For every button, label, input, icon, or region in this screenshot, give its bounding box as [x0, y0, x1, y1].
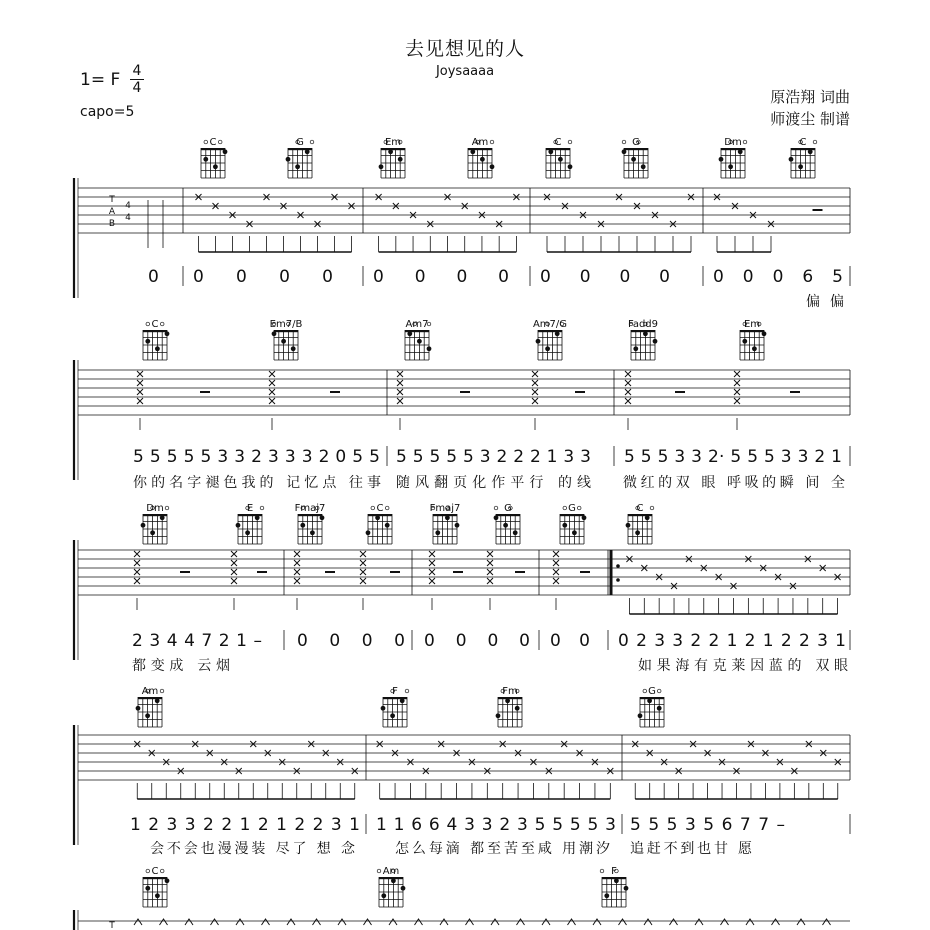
strum-pattern [196, 194, 355, 252]
chord-diagram [136, 686, 164, 727]
pick-mark [734, 398, 740, 404]
pick-mark [338, 919, 346, 925]
pick-mark [269, 398, 275, 404]
lyric-phrase: 追赶不到也甘 愿 [630, 841, 752, 857]
chord-diagram [719, 137, 747, 178]
jianpu-line [133, 446, 850, 467]
pick-mark [619, 919, 627, 925]
chord-name: G [568, 503, 576, 514]
chord-diagram [405, 319, 431, 360]
pick-mark [269, 389, 275, 395]
chord-name: G [504, 503, 512, 514]
pick-mark [134, 560, 140, 566]
chord-diagram [430, 503, 461, 544]
pick-mark [397, 371, 403, 377]
pick-mark [553, 569, 559, 575]
time-signature-bottom: 4 [132, 80, 142, 96]
chord-diagram [143, 319, 169, 360]
jianpu-measure: 1 1 6 6 4 3 3 2 3 5 5 5 5 3 [376, 815, 616, 835]
pick-mark [491, 919, 499, 925]
chord-name: C [636, 503, 644, 514]
jianpu-measure: 0 0 0 6 5 [713, 267, 843, 287]
lyric-phrase: 如果海有克莱因蓝的 双眼 [638, 658, 848, 674]
lyrics-line [806, 293, 844, 310]
strum-chord [553, 551, 559, 610]
pick-mark [294, 560, 300, 566]
capo-label: capo=5 [80, 104, 135, 120]
song-title: 去见想见的人 [404, 38, 525, 60]
strum-chord [625, 371, 631, 430]
pick-mark [269, 371, 275, 377]
chord-name: Dm [724, 137, 742, 148]
lyrics-line [133, 474, 845, 491]
pick-mark [397, 398, 403, 404]
pick-mark [487, 551, 493, 557]
pick-mark [644, 919, 652, 925]
chord-name: G [648, 686, 656, 697]
pick-mark [466, 919, 474, 925]
pick-mark [721, 919, 729, 925]
pick-mark [670, 919, 678, 925]
chord-name: Am [141, 686, 159, 697]
pick-mark [137, 371, 143, 377]
pick-mark [746, 919, 754, 925]
credit-transcriber: 师渡尘 制谱 [770, 110, 850, 128]
pick-mark [160, 919, 168, 925]
chord-diagram [533, 319, 567, 360]
chord-name: G [632, 137, 640, 148]
pick-mark [137, 389, 143, 395]
chord-name: Fm [502, 686, 518, 697]
pick-mark [593, 919, 601, 925]
pick-mark [364, 919, 372, 925]
pick-mark [397, 380, 403, 386]
lyrics-line [150, 840, 752, 857]
strum-chord [137, 371, 143, 430]
pick-mark [211, 919, 219, 925]
pick-mark [532, 380, 538, 386]
chord-diagram [546, 137, 572, 178]
lyrics-line [132, 657, 848, 674]
jianpu-line [148, 266, 850, 287]
pick-mark [137, 380, 143, 386]
pick-mark [734, 371, 740, 377]
chord-diagram [381, 686, 409, 727]
chord-diagram [628, 319, 658, 360]
pick-mark [734, 380, 740, 386]
pick-mark [625, 380, 631, 386]
chord-diagram [295, 503, 326, 544]
strum-chord [487, 551, 493, 610]
pick-mark [797, 919, 805, 925]
chord-diagram [141, 503, 169, 544]
strum-chord [360, 551, 366, 610]
strum-chord [429, 551, 435, 610]
time-signature-top: 4 [132, 63, 142, 79]
strum-chord [734, 371, 740, 430]
pick-mark [625, 389, 631, 395]
pick-mark [231, 560, 237, 566]
jianpu-measure: 5 5 5 5 5 3 2 2 2 1 3 3 [396, 447, 591, 467]
pick-mark [542, 919, 550, 925]
chord-diagram [600, 866, 628, 907]
key-signature: 1= F [80, 70, 121, 90]
chord-diagram [638, 686, 664, 727]
pick-mark [429, 578, 435, 584]
pick-mark [389, 919, 397, 925]
chord-name: Em [384, 137, 402, 148]
chord-name: Am7 [405, 319, 429, 330]
pick-mark [695, 919, 703, 925]
pick-mark [134, 569, 140, 575]
pick-mark [487, 569, 493, 575]
chord-diagram [201, 137, 227, 178]
pick-mark [360, 569, 366, 575]
pick-mark [294, 578, 300, 584]
chord-name: C [151, 866, 159, 877]
chord-diagram [286, 137, 314, 178]
jianpu-measure: 1 2 3 3 2 2 1 2 1 2 2 3 1 [130, 815, 360, 835]
chord-diagram [789, 137, 817, 178]
pick-mark [553, 560, 559, 566]
tab-clef-letter: B [108, 219, 116, 229]
chord-name: F [392, 686, 398, 697]
strum-chord [532, 371, 538, 430]
chord-name: G [296, 137, 304, 148]
jianpu-measure: 0 0 0 0 [297, 631, 405, 651]
artist-name: Joysaaaa [435, 64, 495, 79]
tab-time-bottom: 4 [125, 213, 131, 223]
chord-name: Em7/B [269, 319, 303, 330]
chord-name: Am [471, 137, 489, 148]
chord-diagram [143, 866, 169, 907]
pick-mark [236, 919, 244, 925]
pick-mark [625, 371, 631, 377]
pick-mark [532, 371, 538, 377]
pick-mark [429, 569, 435, 575]
jianpu-measure: 5 5 5 3 3 2· 5 5 5 3 3 2 1 [624, 447, 842, 467]
chord-name: Fadd9 [627, 319, 659, 330]
chord-diagram [626, 503, 654, 544]
jianpu-measure: 5 5 5 5 5 3 3 2 3 3 3 2 0 5 5 [133, 447, 380, 467]
credit-lyrics-music: 原浩翔 词曲 [770, 88, 850, 106]
jianpu-line [132, 630, 850, 651]
pick-mark [397, 389, 403, 395]
tab-time-top: 4 [125, 201, 131, 211]
chord-name: E [246, 503, 254, 514]
pick-mark [231, 578, 237, 584]
pick-mark [487, 560, 493, 566]
pick-mark [294, 551, 300, 557]
pick-mark [429, 551, 435, 557]
pick-mark [440, 919, 448, 925]
tab-clef-letter: T [109, 195, 115, 205]
tab-clef-letter: A [108, 207, 116, 217]
strum-chord [134, 551, 140, 610]
strum-chord [269, 371, 275, 430]
pick-mark [772, 919, 780, 925]
tab-clef-letter: T [109, 921, 115, 930]
pick-mark [294, 569, 300, 575]
chord-diagram [270, 319, 303, 360]
chord-diagram [560, 503, 586, 544]
lyric-phrase: 你的名字褪色我的 记忆点 往事 [133, 475, 381, 491]
pick-mark [137, 398, 143, 404]
chord-diagram [468, 137, 494, 178]
pick-mark [553, 578, 559, 584]
pick-mark [532, 398, 538, 404]
strum-chord [231, 551, 237, 610]
lyric-phrase: 偏偏 [806, 294, 844, 310]
pick-mark [487, 578, 493, 584]
strum-pattern [376, 194, 520, 252]
tab-staff [74, 910, 850, 930]
pick-mark [287, 919, 295, 925]
pick-mark [134, 919, 142, 925]
chord-name: C [376, 503, 384, 514]
jianpu-measure: 0 0 0 0 [424, 631, 530, 651]
strum-pattern [714, 194, 774, 252]
chord-name: Fmaj7 [429, 503, 461, 514]
pick-mark [231, 551, 237, 557]
jianpu-measure: 0 0 0 0 [193, 267, 333, 287]
pick-mark [532, 389, 538, 395]
chord-name: Em [743, 319, 761, 330]
pick-mark [134, 551, 140, 557]
chord-diagram [379, 137, 405, 178]
pick-mark [823, 919, 831, 925]
pick-mark [553, 551, 559, 557]
pick-mark [568, 919, 576, 925]
chord-diagram [740, 319, 766, 360]
chord-name: C [554, 137, 562, 148]
chord-diagram [377, 866, 405, 907]
chord-name: Dm [146, 503, 164, 514]
strum-pattern [632, 741, 841, 799]
jianpu-measure: 0 0 0 0 [540, 267, 670, 287]
lyric-phrase: 怎么每滴 都至苦至咸 用潮汐 [395, 841, 610, 857]
chord-name: C [799, 137, 807, 148]
strum-chord [397, 371, 403, 430]
jianpu-measure: 2 3 4 4 7 2 1 – [132, 631, 262, 651]
lyric-phrase: 都变成 云烟 [132, 658, 230, 674]
jianpu-measure: 0 0 0 0 [373, 267, 509, 287]
chord-name: Fmaj7 [294, 503, 326, 514]
pick-mark [734, 389, 740, 395]
jianpu-measure: 0 2 3 3 2 2 1 2 1 2 2 3 1 [618, 631, 846, 651]
chord-diagram [366, 503, 392, 544]
chord-diagram [236, 503, 264, 544]
pick-mark [134, 578, 140, 584]
chord-diagram [622, 137, 648, 178]
lyric-phrase: 会不会也漫漫装 尽了 想 念 [150, 841, 355, 857]
strum-pattern [134, 741, 358, 799]
chord-diagram [496, 686, 522, 727]
pick-mark [360, 551, 366, 557]
pick-mark [415, 919, 423, 925]
chord-name: C [151, 319, 159, 330]
pick-mark [262, 919, 270, 925]
chord-name: C [209, 137, 217, 148]
pick-mark [269, 380, 275, 386]
strum-pattern [377, 741, 614, 799]
pick-mark [313, 919, 321, 925]
chord-name: F [611, 866, 617, 877]
lyric-phrase: 随风翻页化作平行 的线 [396, 475, 591, 491]
pick-mark [231, 569, 237, 575]
lyric-phrase: 微红的双 眼 呼吸的瞬 间 全 [623, 475, 845, 491]
chord-name: Am7/G [532, 319, 568, 330]
repeat-dot [616, 578, 620, 582]
pick-mark [517, 919, 525, 925]
chord-name: Am [382, 866, 400, 877]
jianpu-measure: 0 [148, 267, 159, 287]
pick-mark [360, 560, 366, 566]
strum-chord [294, 551, 300, 610]
pick-mark [185, 919, 193, 925]
strum-pattern [544, 194, 694, 252]
pick-mark [360, 578, 366, 584]
jianpu-line [130, 814, 850, 835]
strum-pattern [626, 556, 840, 614]
chord-diagram [494, 503, 520, 544]
repeat-dot [616, 564, 620, 568]
pick-mark [625, 398, 631, 404]
jianpu-measure: 5 5 5 3 5 6 7 7 – [630, 815, 785, 835]
jianpu-measure: 0 0 [550, 631, 590, 651]
pick-mark [429, 560, 435, 566]
